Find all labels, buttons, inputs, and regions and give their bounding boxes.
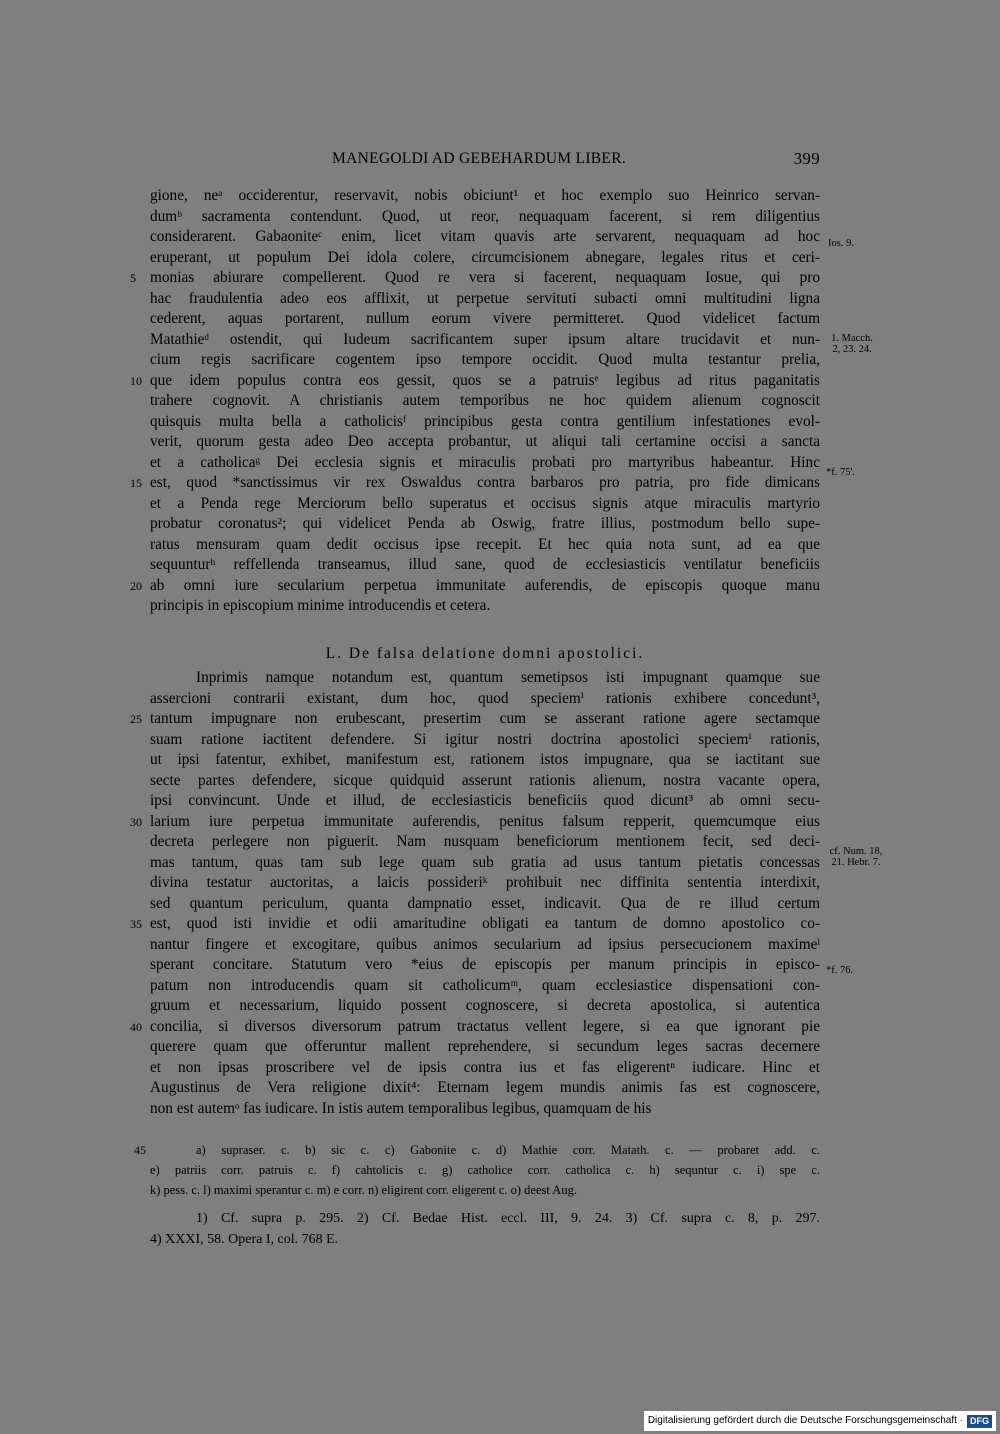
text-line [130,371,820,392]
line-text: monias abiurare compellerent. Quod re vera si facerent, nequaquam Iosue, qui pro [150,269,820,286]
text-line [150,668,820,689]
line-number: 10 [130,373,142,388]
line-text: ut ipsi fatentur, exhibet, manifestum est, rationem istos impugnare, qua se iactitant sue [150,751,820,768]
line-text: sperant concitare. Statutum vero *eius de episcopis per manum principis in episco- [150,956,820,973]
reference-line: 1) Cf. supra p. 295. 2) Cf. Bedae Hist. eccl. III, 9. 24. 3) Cf. supra c. 8, p. 297. [196,1211,820,1226]
line-number: 35 [130,917,142,931]
line-text: cium regis sacrificare cogentem ipso tempore occidit. Quod multa testantur prelia, [150,351,820,368]
line-number: 15 [130,476,142,490]
line-text: non est autemᵒ fas iudicare. In istis autem temporalibus legibus, quamquam de his [150,1099,652,1117]
text-line [150,391,820,412]
line-text: nantur fingere et excogitare, quibus animos secularium ad ipsius persecucionem maximeˡ [150,935,820,953]
line-text: larium iure perpetua immunitate auferendis, penitus falsum repperit, quemcumque eius [150,812,820,830]
text-line [150,330,820,351]
text-line [150,791,820,812]
line-text: considerarent. Gabaoniteᶜ enim, licet vitam quavis arte servarent, nequaquam ad hoc [150,228,820,245]
line-text: tantum impugnare non erubescant, presertim cum se asserant ratione agere sectamque [150,710,820,727]
text-line [150,289,820,310]
text-line [130,812,820,833]
line-text: sed quantum periculum, quanta dampnatio esset, indicavit. Qua de re illud certum [150,894,820,912]
text-line [150,453,820,474]
text-line [150,596,820,617]
line-text: Augustinus de Vera religione dixit⁴: Eternam legem mundis animis fas est cognoscere, [150,1079,820,1096]
text-line [150,535,820,556]
line-text: concilia, si diversos diversorum patrum tractatus vellent legere, si ea que ignorant pie [150,1017,820,1035]
line-text: decreta perlegere non piguerit. Nam nusquam beneficiorum mentionem fecit, sed deci- [150,833,820,850]
text-line [130,709,820,730]
margin-note-f75: *f. 75'. [826,467,856,478]
text-line [150,1078,820,1099]
line-text: Inprimis namque notandum est, quantum semetipsos isti impugnant quamque sue [196,669,820,686]
line-text: quisquis multa bella a catholicisᶠ principibus gesta contra gentilium infestationes evol- [150,412,820,430]
line-number: 45 [134,1143,146,1157]
line-text: principis in episcopium minime introducendis et cetera. [150,597,491,614]
text-line [150,976,820,997]
line-text: divina testatur auctoritas, a laicis possideriᵏ prohibuit nec diffinita sententia interdixit, [150,874,820,891]
line-text: ipsi convincunt. Unde et illud, de ecclesiasticis beneficiis quod dicunt³ ab omni secu- [150,792,820,809]
line-text: et non ipsas proscribere vel de ipsis contra ius et fas eligerentⁿ iudicare. Hinc et [150,1058,820,1076]
apparatus-line: k) pess. c. l) maximi sperantur c. m) e corr. n) eligirent corr. eligerent c. o) deest Aug. [150,1183,577,1197]
text-line [150,750,820,771]
text-line [150,186,820,207]
text-line [150,350,820,371]
line-number: 30 [130,814,142,829]
text-line [150,730,820,751]
apparatus-line: a) supraser. c. b) sic c. c) Gabonite c. d) Mathie corr. Matath. c. — probaret add. c. [196,1143,820,1157]
line-text: secte partes defendere, sicque quidquid asserunt rationis alienum, nostra vacante opera, [150,771,820,789]
margin-note-f76: *f. 76. [826,965,854,976]
text-line [150,771,820,792]
margin-note-macch: 1. Macch. 2, 23. 24. [831,333,873,355]
text-line [150,432,820,453]
text-line [150,555,820,576]
line-text: que idem populus contra eos gessit, quos se a patruisᵉ legibus ad ritus paganitatis [150,371,820,389]
text-line [130,1017,820,1038]
text-line [150,494,820,515]
line-text: Matathieᵈ ostendit, qui Iudeum sacrificantem super ipsum altare trucidavit et nun- [150,330,820,348]
text-line [150,832,820,853]
line-text: assercioni contrarii existant, dum hoc, quod speciemⁱ rationis exhibere concedunt³, [150,689,820,707]
main-text-block [130,186,820,617]
text-line [150,873,820,894]
chapter-text-block [130,668,820,1119]
line-text: probatur coronatus²; qui videlicet Penda ab Oswig, fratre illius, postmodum bello supe- [150,515,820,532]
line-text: verit, quorum gesta adeo Deo accepta probantur, ut aliqui tali certamine occisi a sancta [150,433,820,450]
line-text: gione, neᵃ occiderentur, reservavit, nobis obiciunt¹ et hoc exemplo suo Heinrico servan- [150,187,820,204]
text-line [130,268,820,289]
text-line [130,473,820,494]
text-line [150,894,820,915]
line-text: suam ratione iactitent defendere. Si igitur nostri doctrina apostolici speciemⁱ rationis, [150,730,820,748]
text-line [130,576,820,597]
line-number: 5 [130,271,136,285]
text-line [150,955,820,976]
line-text: ab omni iure secularium perpetua immunitate auferendis, de episcopis quoque manu [150,576,820,594]
line-text: cederent, aquas portarent, nullum eorum vivere permitteret. Quod videlicet factum [150,310,820,327]
source-references [150,1208,820,1250]
margin-note-num: cf. Num. 18, 21. Hebr. 7. [829,846,883,868]
line-text: gruum et necessarium, liquido possent cognoscere, si decreta apostolica, si autentica [150,997,820,1014]
text-line [150,935,820,956]
line-number: 20 [130,578,142,593]
running-title: MANEGOLDI AD GEBEHARDUM LIBER. [332,150,627,167]
text-line [150,309,820,330]
line-text: ratus mensuram quam dedit occisus ipse recepit. Et hec quia nota sunt, ad ea que [150,535,820,553]
line-text: querere quam que offeruntur mallent reprehendere, si secundum leges sacras decernere [150,1038,820,1055]
reference-line: 4) XXXI, 58. Opera I, col. 768 E. [150,1232,339,1247]
apparatus-line: e) patriis corr. patruis c. f) cahtolicis c. g) catholice corr. catholica c. h) sequntur c. i) spe c. [150,1163,820,1177]
text-line [150,1058,820,1079]
footer-text: Digitalisierung gefördert durch die Deutsche Forschungsgemeinschaft · [647,1415,963,1426]
line-text: eruperant, ut populum Dei idola colere, circumcisionem abnegare, legales ritus et ceri- [150,248,820,266]
text-line [150,689,820,710]
text-line [150,853,820,874]
dfg-logo: DFG [967,1415,992,1428]
text-line [150,1037,820,1058]
funding-footer [644,1411,996,1431]
line-number: 40 [130,1019,142,1034]
line-text: sequunturʰ reffellenda transeamus, illud sane, quod de ecclesiasticis ventilatur beneficiis [150,556,820,573]
page-number: 399 [793,149,820,168]
text-line [150,514,820,535]
chapter-heading: L. De falsa delatione domni apostolici. [325,645,645,662]
margin-note-ios: Ios. 9. [828,238,854,249]
line-text: trahere cognovit. A christianis autem temporibus ne hoc quidem alienum cognoscit [150,392,820,409]
line-text: hac fraudulentia adeo eos afflixit, ut perpetue servituti subacti omni multitudini ligna [150,289,820,307]
text-line [150,207,820,228]
text-line [150,227,820,248]
text-line [150,248,820,269]
line-text: mas tantum, quas tam sub lege quam sub gratia ad usus tantum pietatis concessas [150,853,820,871]
text-line [130,914,820,935]
line-number: 25 [130,712,142,726]
critical-apparatus [134,1140,820,1200]
line-text: est, quod isti invidie et odii amaritudine obligati ea tantum de domno apostolico co- [150,915,820,932]
line-text: et a catholicaᵍ Dei ecclesia signis et miraculis probati pro martyribus habeantur. Hinc [150,453,820,471]
line-text: patum non introducendis quam sit catholicumᵐ, quam ecclesiastice dispensationi con- [150,976,820,994]
text-line [150,1099,820,1120]
text-line [150,412,820,433]
line-text: dumᵇ sacramenta contendunt. Quod, ut reor, nequaquam facerent, si rem diligentius [150,207,820,225]
line-text: et a Penda rege Merciorum bello superatus et occisus signis atque miraculis martyrio [150,494,820,512]
text-line [150,996,820,1017]
line-text: est, quod *sanctissimus vir rex Oswaldus contra barbaros pro patria, pro fide dimicans [150,474,820,491]
